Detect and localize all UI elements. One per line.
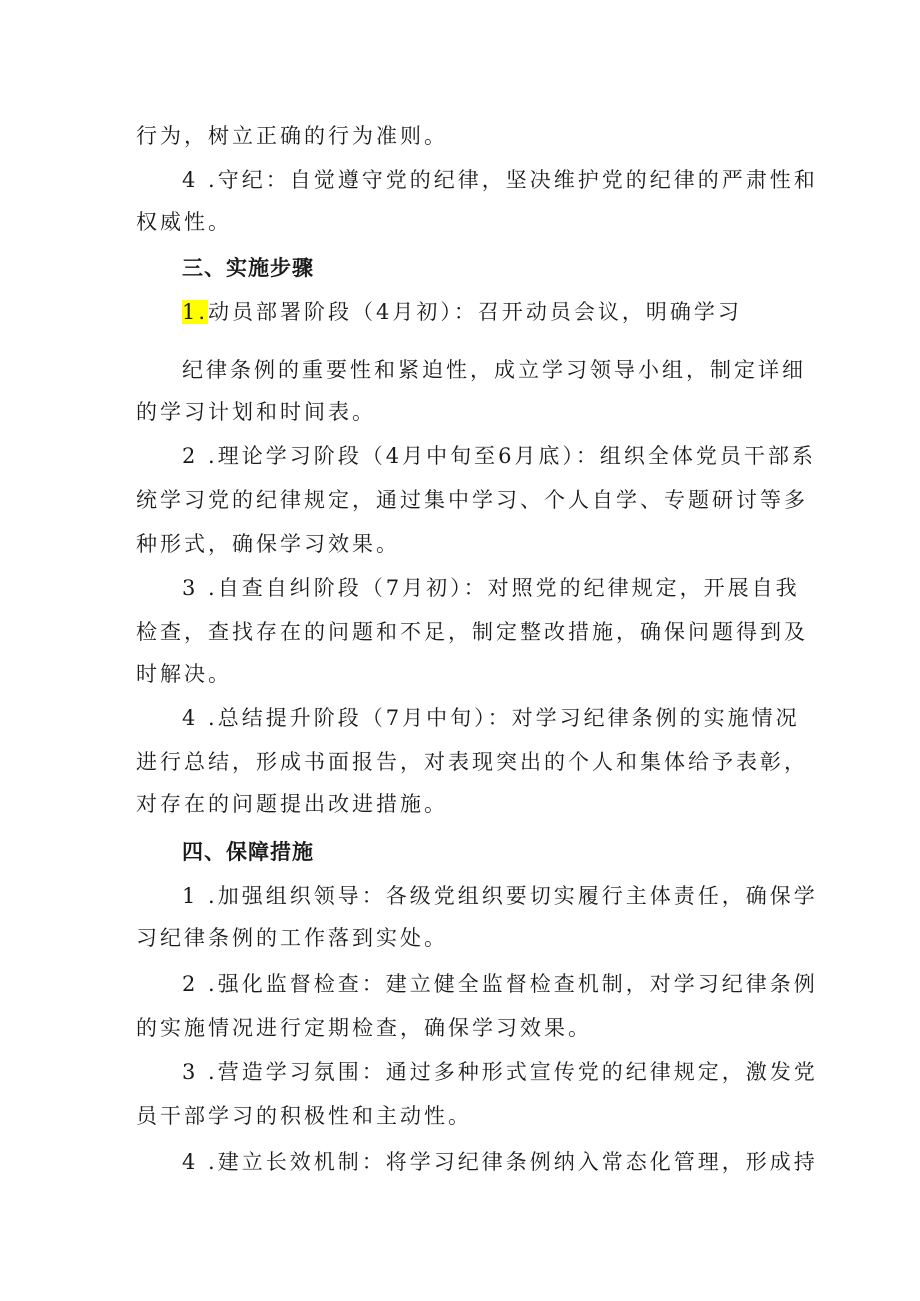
paragraph-line: 进行总结，形成书面报告，对表现突出的个人和集体给予表彰，	[136, 750, 808, 774]
paragraph-line: 4 .建立长效机制：将学习纪律条例纳入常态化管理，形成持	[182, 1150, 818, 1174]
paragraph-line: 的实施情况进行定期检查，确保学习效果。	[136, 1016, 592, 1040]
section-heading: 三、实施步骤	[182, 256, 314, 280]
paragraph-line: 2 .强化监督检查：建立健全监督检查机制，对学习纪律条例	[182, 972, 818, 996]
paragraph-line: 4 .总结提升阶段（7月中旬）：对学习纪律条例的实施情况	[182, 706, 800, 730]
paragraph-line: 时解决。	[136, 662, 232, 686]
paragraph-line: 统学习党的纪律规定，通过集中学习、个人自学、专题研讨等多	[136, 488, 808, 512]
paragraph-line: 检查，查找存在的问题和不足，制定整改措施，确保问题得到及	[136, 620, 808, 644]
paragraph-line: 4 .守纪：自觉遵守党的纪律，坚决维护党的纪律的严肃性和	[182, 168, 818, 192]
paragraph-line: 的学习计划和时间表。	[136, 400, 376, 424]
paragraph-line: 种形式，确保学习效果。	[136, 532, 400, 556]
paragraph-line: 1 .加强组织领导：各级党组织要切实履行主体责任，确保学	[182, 884, 818, 908]
paragraph-line: 习纪律条例的工作落到实处。	[136, 926, 448, 950]
paragraph-line	[182, 298, 742, 326]
paragraph-line: 员干部学习的积极性和主动性。	[136, 1104, 472, 1128]
section-heading: 四、保障措施	[182, 840, 314, 864]
highlighted-number: 1.	[182, 300, 209, 324]
paragraph-line: 2 .理论学习阶段（4月中旬至6月底）：组织全体党员干部系	[182, 444, 816, 468]
paragraph-text: 动员部署阶段（4月初）：召开动员会议，明确学习	[208, 300, 742, 324]
paragraph-line: 3 .营造学习氛围：通过多种形式宣传党的纪律规定，激发党	[182, 1060, 818, 1084]
paragraph-line: 对存在的问题提出改进措施。	[136, 792, 448, 816]
paragraph-line: 行为，树立正确的行为准则。	[136, 124, 448, 148]
paragraph-line: 权威性。	[136, 210, 232, 234]
paragraph-line: 纪律条例的重要性和紧迫性，成立学习领导小组，制定详细	[182, 358, 806, 382]
paragraph-line: 3 .自查自纠阶段（7月初）：对照党的纪律规定，开展自我	[182, 576, 800, 600]
